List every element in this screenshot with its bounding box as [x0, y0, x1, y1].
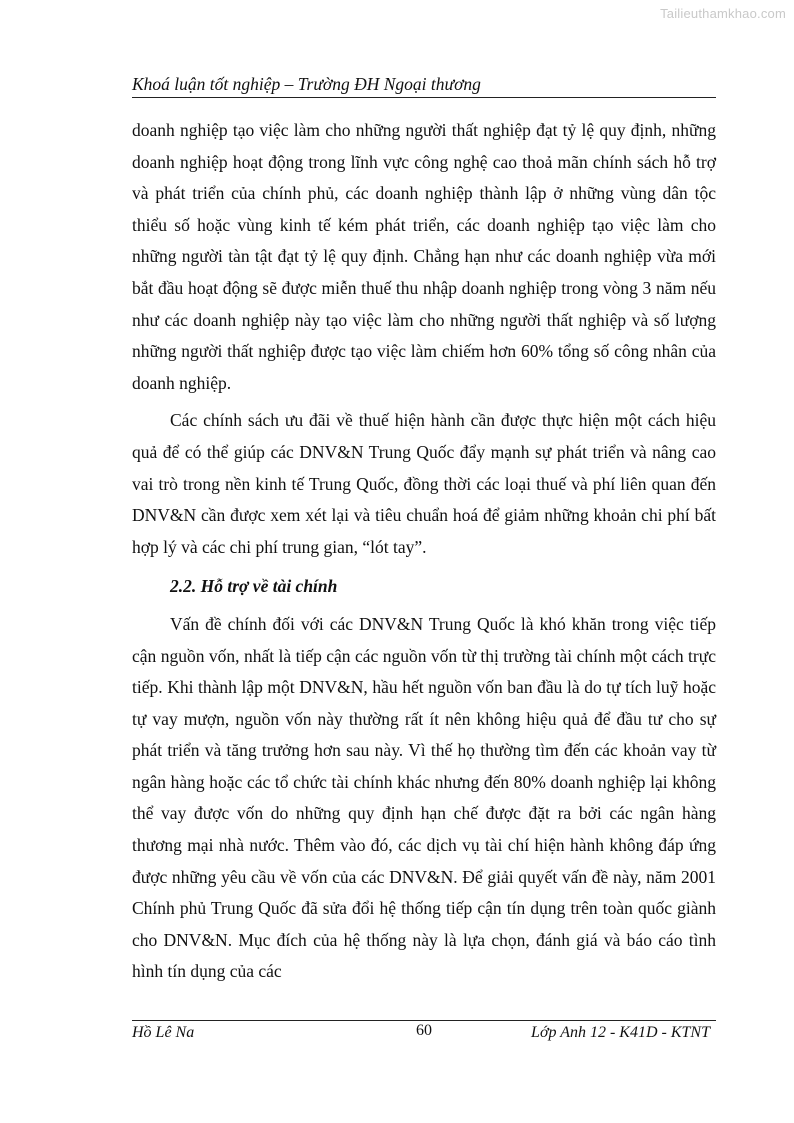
paragraph-tax-policy: Các chính sách ưu đãi về thuế hiện hành cần được thực hiện một cách hiệu quả để có thể giúp các DNV&N Trung Quốc đẩy mạnh sự phát triển và nâng cao vai trò trong nền kinh tế Trung Quốc, đồng thời các loại thuế và phí liên quan đến DNV&N cần được xem xét lại và tiêu chuẩn hoá để giảm những khoản chi phí bất hợp lý và các chi phí trung gian, “lót tay”. [132, 410, 716, 557]
paragraph-financial-support: Vấn đề chính đối với các DNV&N Trung Quốc là khó khăn trong việc tiếp cận nguồn vốn, nhất là tiếp cận các nguồn vốn từ thị trường tài chính một cách trực tiếp. Khi thành lập một DNV&N, hầu hết nguồn vốn ban đầu là do tự tích luỹ hoặc tự vay mượn, nguồn vốn này thường rất ít nên không hiệu quả để đầu tư cho sự phát triển và tăng trưởng hơn sau này. Vì thế họ thường tìm đến các khoản vay từ ngân hàng hoặc các tổ chức tài chính khác nhưng đến 80% doanh nghiệp lại không thể vay được vốn do những quy định hạn chế được đặt ra bởi các ngân hàng thương mại nhà nước. Thêm vào đó, các dịch vụ tài chí hiện hành không đáp ứng được những yêu cầu về vốn của các DNV&N. Để giải quyết vấn đề này, năm 2001 Chính phủ Trung Quốc đã sửa đổi hệ thống tiếp cận tín dụng trên toàn quốc giành cho DNV&N. Mục đích của hệ thống này là lựa chọn, đánh giá và báo cáo tình hình tín dụng của các [132, 613, 716, 982]
footer-class-info: Lớp Anh 12 - K41D - KTNT [531, 1024, 710, 1041]
page-footer [132, 1020, 716, 1045]
footer-author: Hồ Lê Na [132, 1024, 195, 1041]
paragraph-continuation: doanh nghiệp tạo việc làm cho những người thất nghiệp đạt tỷ lệ quy định, những doanh nghiệp hoạt động trong lĩnh vực công nghệ cao thoả mãn chính sách hỗ trợ và phát triển của chính phủ, các doanh nghiệp thành lập ở những vùng dân tộc thiểu số hoặc vùng kinh tế kém phát triển, các doanh nghiệp tạo việc làm cho những người tàn tật đạt tỷ lệ quy định. Chẳng hạn như các doanh nghiệp vừa mới bắt đầu hoạt động sẽ được miễn thuế thu nhập doanh nghiệp trong vòng 3 năm nếu như các doanh nghiệp này tạo việc làm cho những người thất nghiệp và số lượng những người thất nghiệp được tạo việc làm chiếm hơn 60% tổng số công nhân của doanh nghiệp. [132, 120, 716, 393]
section-title: 2.2. Hỗ trợ về tài chính [170, 576, 338, 597]
watermark: Tailieuthamkhao.com [660, 6, 786, 21]
page-number: 60 [416, 1022, 432, 1039]
page-header [132, 72, 716, 98]
page-content [132, 115, 716, 988]
header-title: Khoá luận tốt nghiệp – Trường ĐH Ngoại thương [132, 74, 481, 94]
